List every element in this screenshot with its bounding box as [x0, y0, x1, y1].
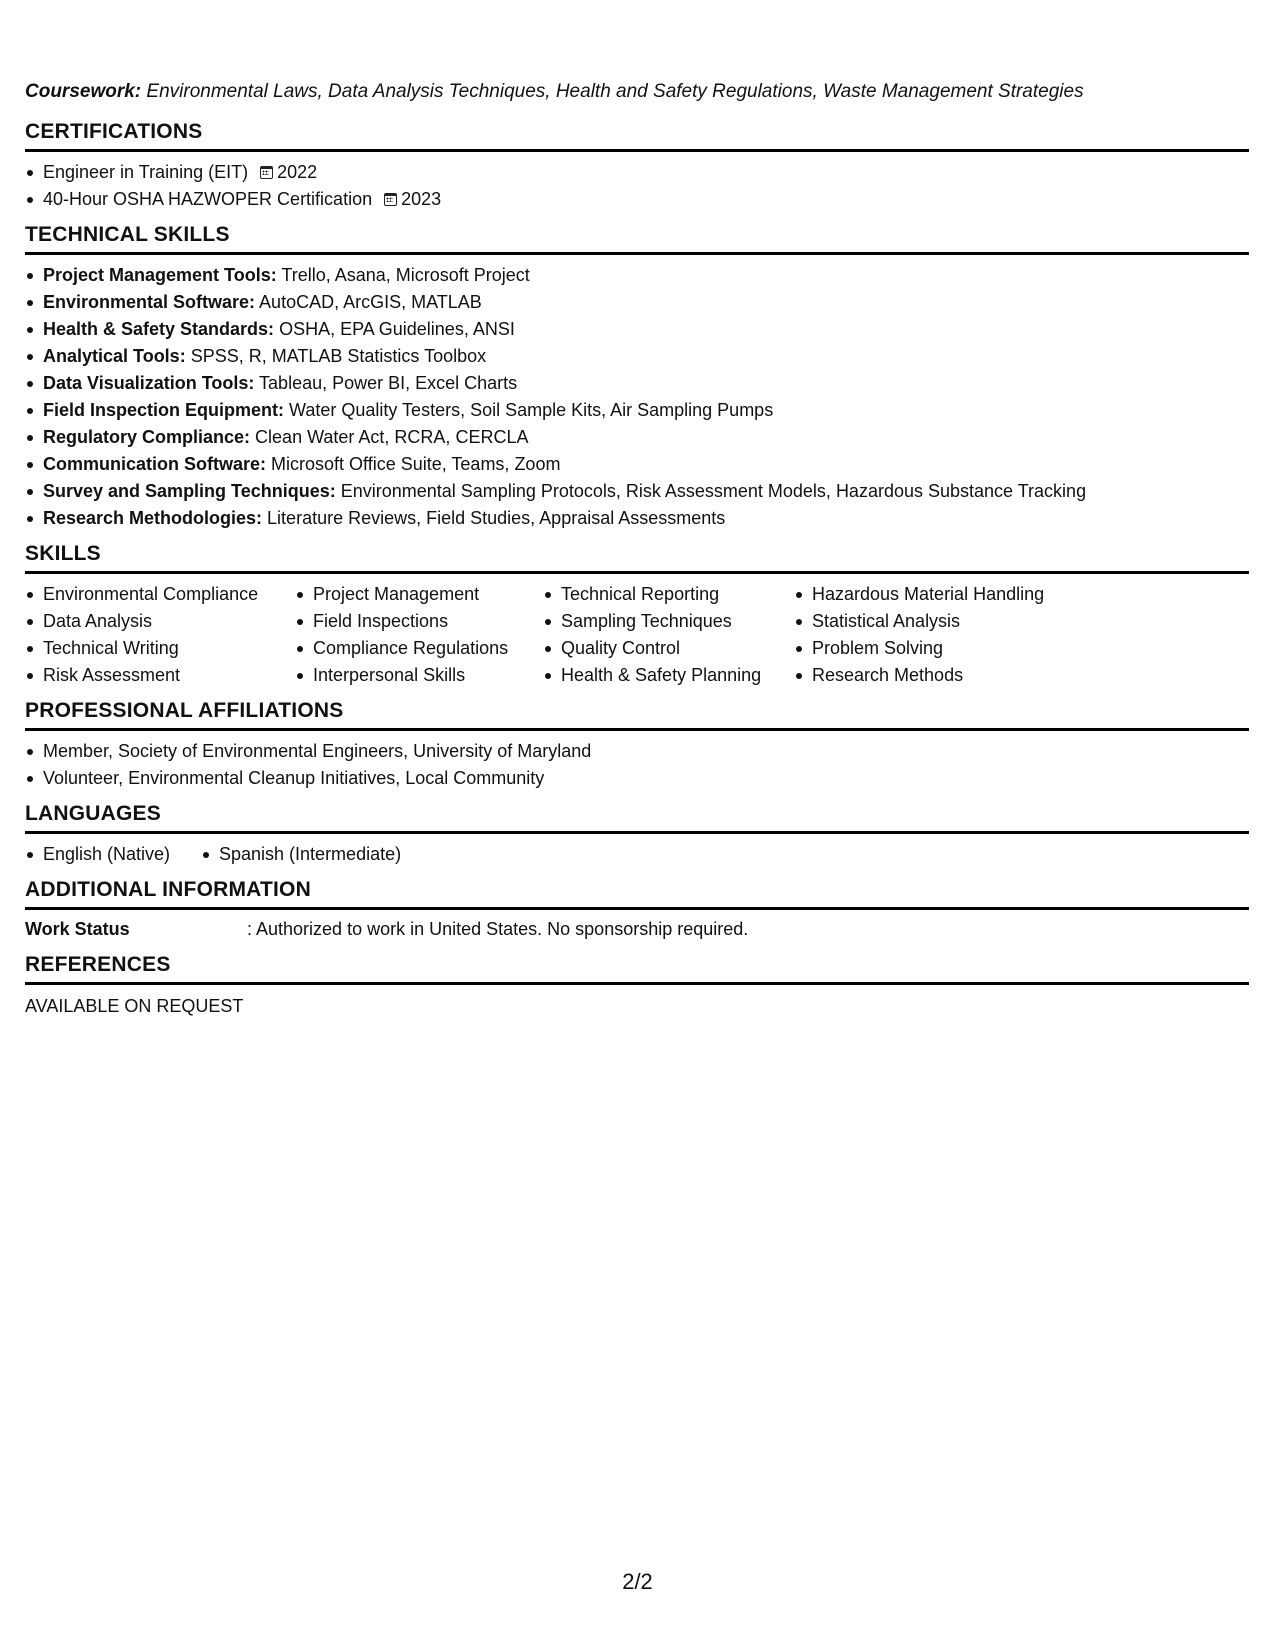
skill-category-value: SPSS, R, MATLAB Statistics Toolbox [185, 346, 487, 366]
references-title: REFERENCES [25, 951, 1249, 985]
coursework-label: Coursework: [25, 81, 142, 102]
list-item: Sampling Techniques [543, 608, 794, 635]
skill-category-label: Field Inspection Equipment: [43, 400, 285, 420]
calendar-icon [260, 166, 273, 179]
skill-category-label: Project Management Tools: [43, 265, 277, 285]
languages-section [25, 800, 1249, 868]
resume-page [25, 78, 1249, 1020]
skill-category-value: OSHA, EPA Guidelines, ANSI [274, 319, 515, 339]
page-number: 2/2 [622, 1569, 653, 1594]
skills-section [25, 540, 1249, 689]
certifications-title: CERTIFICATIONS [25, 118, 1249, 152]
list-item: Hazardous Material Handling [794, 581, 1094, 608]
list-item: Data Analysis [25, 608, 295, 635]
calendar-icon [384, 193, 397, 206]
languages-list [25, 841, 1249, 868]
skill-category-label: Research Methodologies: [43, 508, 263, 528]
list-item: Research Methods [794, 662, 1094, 689]
affiliations-title: PROFESSIONAL AFFILIATIONS [25, 697, 1249, 731]
list-item: Quality Control [543, 635, 794, 662]
list-item: Risk Assessment [25, 662, 295, 689]
skill-category-label: Survey and Sampling Techniques: [43, 481, 336, 501]
additional-info-section [25, 876, 1249, 943]
list-item [25, 262, 1249, 289]
list-item [25, 186, 1249, 213]
certifications-section [25, 118, 1249, 213]
skill-category-value: AutoCAD, ArcGIS, MATLAB [255, 292, 482, 312]
language-column [25, 841, 201, 868]
references-section [25, 951, 1249, 1020]
skills-column [543, 581, 794, 689]
list-item: Environmental Compliance [25, 581, 295, 608]
list-item [25, 343, 1249, 370]
affiliations-section [25, 697, 1249, 792]
skills-column [794, 581, 1094, 689]
list-item [25, 370, 1249, 397]
technical-skills-list [25, 262, 1249, 532]
languages-title: LANGUAGES [25, 800, 1249, 834]
skills-grid [25, 581, 1249, 689]
list-item [25, 159, 1249, 186]
skill-category-value: Microsoft Office Suite, Teams, Zoom [266, 454, 561, 474]
list-item [25, 478, 1249, 505]
list-item: Compliance Regulations [295, 635, 543, 662]
list-item: Technical Writing [25, 635, 295, 662]
skills-column [25, 581, 295, 689]
list-item [25, 316, 1249, 343]
certification-name: 40-Hour OSHA HAZWOPER Certification [43, 189, 373, 209]
list-item: Project Management [295, 581, 543, 608]
additional-info-title: ADDITIONAL INFORMATION [25, 876, 1249, 910]
skill-category-label: Regulatory Compliance: [43, 427, 251, 447]
skill-category-label: Data Visualization Tools: [43, 373, 255, 393]
skill-category-label: Environmental Software: [43, 292, 256, 312]
work-status-label: Work Status [25, 919, 130, 939]
skill-category-value: Clean Water Act, RCRA, CERCLA [250, 427, 529, 447]
references-text: AVAILABLE ON REQUEST [25, 996, 244, 1016]
list-item: Statistical Analysis [794, 608, 1094, 635]
affiliations-list [25, 738, 1249, 792]
certifications-list [25, 159, 1249, 213]
skill-category-value: Literature Reviews, Field Studies, Appraisal Assessments [262, 508, 726, 528]
list-item: Health & Safety Planning [543, 662, 794, 689]
skill-category-label: Analytical Tools: [43, 346, 186, 366]
technical-skills-section [25, 221, 1249, 532]
coursework-text: Environmental Laws, Data Analysis Techniques, Health and Safety Regulations, Waste Management Strategies [141, 81, 1084, 102]
skill-category-value: Water Quality Testers, Soil Sample Kits, Air Sampling Pumps [284, 400, 774, 420]
certification-year: 2022 [277, 162, 318, 182]
list-item: Volunteer, Environmental Cleanup Initiatives, Local Community [25, 765, 1249, 792]
list-item [25, 424, 1249, 451]
list-item: Problem Solving [794, 635, 1094, 662]
list-item [25, 451, 1249, 478]
language-column [201, 841, 401, 868]
skills-column [295, 581, 543, 689]
skill-category-value: Environmental Sampling Protocols, Risk Assessment Models, Hazardous Substance Tracking [335, 481, 1087, 501]
work-status-row [25, 916, 1249, 943]
list-item [25, 289, 1249, 316]
list-item [25, 397, 1249, 424]
list-item [25, 505, 1249, 532]
coursework-line [25, 78, 1249, 106]
skill-category-label: Health & Safety Standards: [43, 319, 275, 339]
list-item: Interpersonal Skills [295, 662, 543, 689]
list-item: English (Native) [25, 841, 201, 868]
list-item: Spanish (Intermediate) [201, 841, 401, 868]
certification-name: Engineer in Training (EIT) [43, 162, 249, 182]
skill-category-value: Trello, Asana, Microsoft Project [276, 265, 530, 285]
list-item: Member, Society of Environmental Engineers, University of Maryland [25, 738, 1249, 765]
list-item: Field Inspections [295, 608, 543, 635]
work-status-value: : Authorized to work in United States. No sponsorship required. [247, 919, 749, 939]
list-item: Technical Reporting [543, 581, 794, 608]
skill-category-label: Communication Software: [43, 454, 267, 474]
technical-skills-title: TECHNICAL SKILLS [25, 221, 1249, 255]
skill-category-value: Tableau, Power BI, Excel Charts [254, 373, 518, 393]
skills-title: SKILLS [25, 540, 1249, 574]
certification-year: 2023 [401, 189, 442, 209]
